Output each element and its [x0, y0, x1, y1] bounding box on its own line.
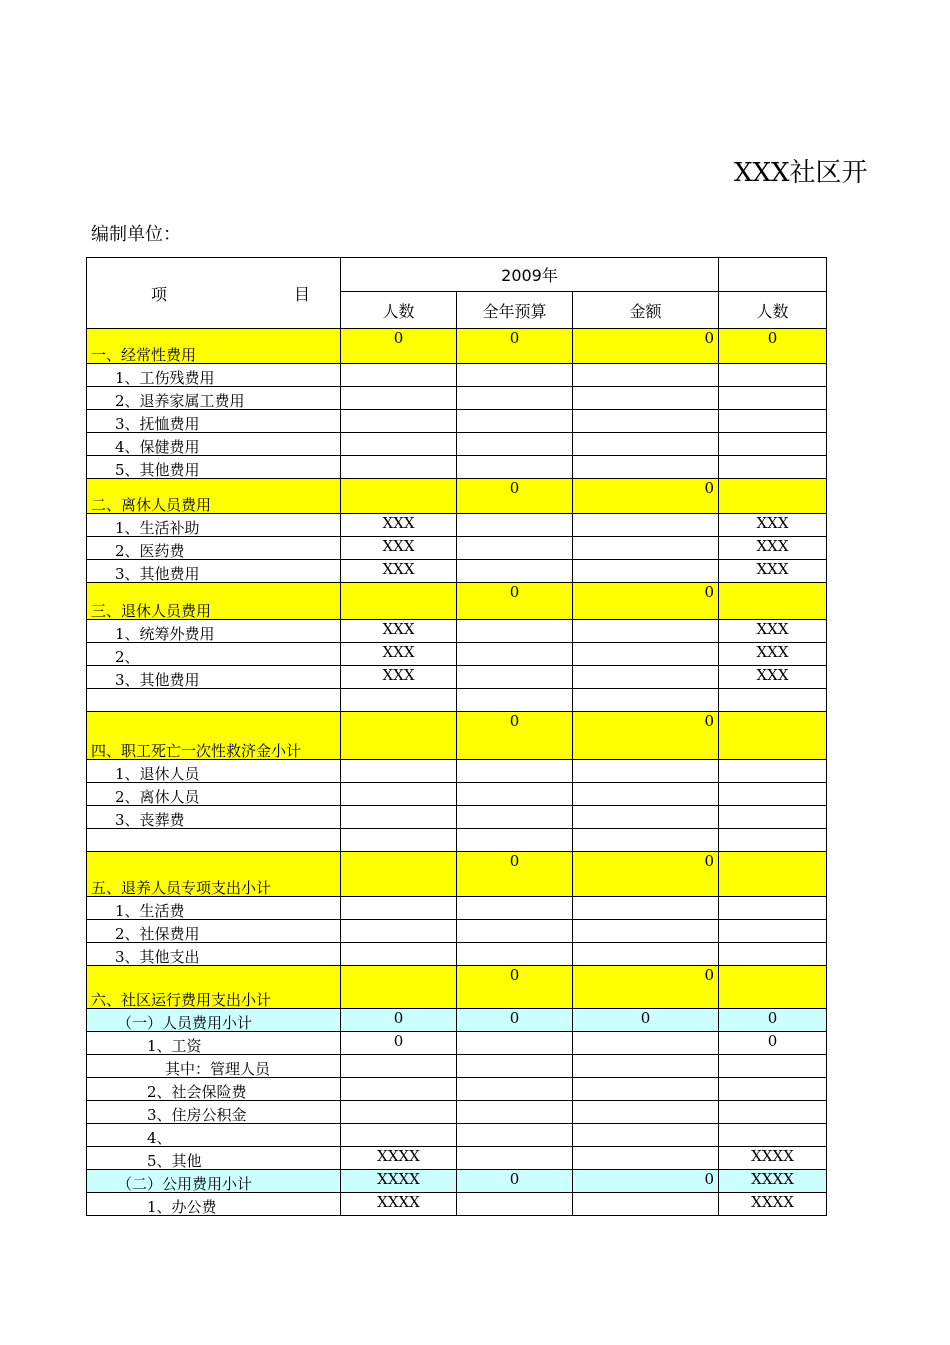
cell-people-2: XXX: [719, 666, 827, 689]
cell-people-2: XXX: [719, 514, 827, 537]
cell-amount: [573, 514, 719, 537]
cell-annual-budget: [457, 410, 573, 433]
cell-people-2: [719, 456, 827, 479]
table-row: [87, 1147, 827, 1170]
col-header-amount: 金额: [573, 292, 719, 329]
cell-people-2: XXX: [719, 537, 827, 560]
cell-people: XXXX: [341, 1147, 457, 1170]
table-row: [87, 1193, 827, 1216]
row-label: 1、工伤残费用: [87, 364, 341, 387]
cell-annual-budget: [457, 537, 573, 560]
cell-people: 0: [341, 329, 457, 364]
row-label: 5、其他: [87, 1147, 341, 1170]
table-row: [87, 643, 827, 666]
row-label: 2、离休人员: [87, 783, 341, 806]
cell-annual-budget: [457, 364, 573, 387]
cell-people-2: [719, 1055, 827, 1078]
row-label: 1、工资: [87, 1032, 341, 1055]
table-row: [87, 560, 827, 583]
cell-amount: [573, 387, 719, 410]
cell-people: [341, 1124, 457, 1147]
cell-people-2: [719, 410, 827, 433]
table-row: [87, 410, 827, 433]
cell-people-2: XXXX: [719, 1147, 827, 1170]
cell-annual-budget: [457, 689, 573, 712]
cell-amount: [573, 1055, 719, 1078]
cell-amount: 0: [573, 329, 719, 364]
cell-people-2: XXX: [719, 620, 827, 643]
cell-annual-budget: [457, 643, 573, 666]
cell-people-2: [719, 433, 827, 456]
table-row: [87, 329, 827, 364]
cell-annual-budget: [457, 560, 573, 583]
item-header-part-2: 目: [293, 284, 310, 304]
cell-people: [341, 966, 457, 1009]
cell-people: [341, 1101, 457, 1124]
cell-people: XXX: [341, 643, 457, 666]
cell-people-2: XXXX: [719, 1170, 827, 1193]
cell-people-2: [719, 852, 827, 897]
row-label: 其中：管理人员: [87, 1055, 341, 1078]
cell-people: [341, 943, 457, 966]
row-label: 2、社保费用: [87, 920, 341, 943]
cell-people: [341, 1055, 457, 1078]
cell-amount: [573, 1078, 719, 1101]
header-row-year: [87, 258, 827, 292]
budget-table-body: [87, 258, 827, 1216]
cell-amount: [573, 897, 719, 920]
cell-people: [341, 583, 457, 620]
table-row: [87, 783, 827, 806]
cell-annual-budget: [457, 620, 573, 643]
cell-amount: [573, 783, 719, 806]
cell-people: [341, 689, 457, 712]
cell-people-2: 0: [719, 1009, 827, 1032]
row-label: 3、其他费用: [87, 560, 341, 583]
cell-people: [341, 1078, 457, 1101]
cell-amount: 0: [573, 479, 719, 514]
cell-people-2: XXXX: [719, 1193, 827, 1216]
cell-people: [341, 712, 457, 760]
row-label: 一、经常性费用: [87, 329, 341, 364]
cell-people-2: [719, 479, 827, 514]
cell-people-2: [719, 1101, 827, 1124]
cell-people-2: [719, 943, 827, 966]
cell-annual-budget: [457, 1078, 573, 1101]
row-label: 5、其他费用: [87, 456, 341, 479]
row-label: 四、职工死亡一次性救济金小计: [87, 712, 341, 760]
cell-people-2: [719, 712, 827, 760]
table-row: [87, 1032, 827, 1055]
cell-amount: 0: [573, 1170, 719, 1193]
cell-annual-budget: [457, 666, 573, 689]
row-label: 三、退休人员费用: [87, 583, 341, 620]
table-row: [87, 537, 827, 560]
cell-people: XXX: [341, 666, 457, 689]
cell-amount: 0: [573, 583, 719, 620]
cell-amount: [573, 1124, 719, 1147]
cell-people: XXX: [341, 537, 457, 560]
table-row: [87, 806, 827, 829]
cell-amount: [573, 666, 719, 689]
row-label: [87, 689, 341, 712]
cell-people-2: XXX: [719, 643, 827, 666]
cell-people-2: 0: [719, 329, 827, 364]
cell-annual-budget: [457, 433, 573, 456]
cell-people-2: [719, 897, 827, 920]
cell-amount: [573, 806, 719, 829]
cell-people: [341, 433, 457, 456]
page-title: XXX社区开: [734, 158, 868, 188]
cell-annual-budget: 0: [457, 1170, 573, 1193]
cell-people-2: XXX: [719, 560, 827, 583]
cell-amount: 0: [573, 852, 719, 897]
cell-amount: [573, 1101, 719, 1124]
row-label: 3、其他支出: [87, 943, 341, 966]
cell-people-2: [719, 1078, 827, 1101]
row-label: 2、: [87, 643, 341, 666]
cell-amount: [573, 760, 719, 783]
cell-annual-budget: [457, 829, 573, 852]
cell-amount: [573, 643, 719, 666]
table-row: [87, 920, 827, 943]
cell-amount: [573, 620, 719, 643]
cell-people: [341, 920, 457, 943]
row-label: [87, 829, 341, 852]
cell-amount: [573, 456, 719, 479]
cell-amount: [573, 920, 719, 943]
cell-people: [341, 410, 457, 433]
row-label: 二、离休人员费用: [87, 479, 341, 514]
row-label: 1、办公费: [87, 1193, 341, 1216]
cell-annual-budget: [457, 1193, 573, 1216]
row-label: 1、统筹外费用: [87, 620, 341, 643]
table-row: [87, 387, 827, 410]
cell-annual-budget: 0: [457, 1009, 573, 1032]
cell-annual-budget: [457, 943, 573, 966]
cell-people: [341, 897, 457, 920]
cell-people-2: [719, 689, 827, 712]
cell-annual-budget: [457, 1147, 573, 1170]
cell-people: XXXX: [341, 1193, 457, 1216]
cell-annual-budget: [457, 783, 573, 806]
cell-annual-budget: [457, 1101, 573, 1124]
cell-people: XXX: [341, 560, 457, 583]
col-header-people-2: 人数: [719, 292, 827, 329]
cell-people-2: [719, 829, 827, 852]
cell-amount: 0: [573, 966, 719, 1009]
table-row: [87, 1124, 827, 1147]
table-row: [87, 852, 827, 897]
year-header: 2009年: [341, 258, 719, 292]
cell-annual-budget: [457, 1124, 573, 1147]
cell-people-2: [719, 806, 827, 829]
cell-people: [341, 829, 457, 852]
table-row: [87, 1055, 827, 1078]
cell-annual-budget: [457, 760, 573, 783]
table-row: [87, 689, 827, 712]
cell-people-2: [719, 920, 827, 943]
table-row: [87, 966, 827, 1009]
table-row: [87, 479, 827, 514]
cell-annual-budget: 0: [457, 583, 573, 620]
cell-annual-budget: 0: [457, 966, 573, 1009]
cell-annual-budget: [457, 1055, 573, 1078]
table-row: [87, 897, 827, 920]
col-header-people: 人数: [341, 292, 457, 329]
unit-label: 编制单位：: [91, 224, 181, 245]
cell-people-2: [719, 387, 827, 410]
table-row: [87, 829, 827, 852]
cell-people: [341, 806, 457, 829]
cell-people: XXXX: [341, 1170, 457, 1193]
cell-annual-budget: 0: [457, 479, 573, 514]
cell-people-2: [719, 760, 827, 783]
cell-people-2: [719, 364, 827, 387]
cell-amount: [573, 829, 719, 852]
row-label: 3、丧葬费: [87, 806, 341, 829]
cell-people: XXX: [341, 620, 457, 643]
cell-annual-budget: [457, 897, 573, 920]
cell-annual-budget: [457, 514, 573, 537]
table-row: [87, 943, 827, 966]
table-row: [87, 620, 827, 643]
cell-amount: 0: [573, 712, 719, 760]
col-header-annual-budget: 全年预算: [457, 292, 573, 329]
cell-annual-budget: [457, 920, 573, 943]
cell-annual-budget: [457, 387, 573, 410]
cell-people-2: [719, 1124, 827, 1147]
row-label: 2、社会保险费: [87, 1078, 341, 1101]
cell-amount: [573, 364, 719, 387]
cell-amount: [573, 537, 719, 560]
row-label: 4、: [87, 1124, 341, 1147]
cell-amount: [573, 560, 719, 583]
row-label: 1、生活补助: [87, 514, 341, 537]
item-header-part-1: 项: [151, 284, 168, 304]
row-label: 六、社区运行费用支出小计: [87, 966, 341, 1009]
item-header: [87, 258, 341, 329]
cell-annual-budget: 0: [457, 712, 573, 760]
cell-amount: 0: [573, 1009, 719, 1032]
row-label: 1、退休人员: [87, 760, 341, 783]
cell-annual-budget: [457, 1032, 573, 1055]
cell-people: [341, 387, 457, 410]
cell-amount: [573, 1147, 719, 1170]
cell-people: XXX: [341, 514, 457, 537]
cell-people: [341, 852, 457, 897]
table-row: [87, 514, 827, 537]
cell-people: 0: [341, 1009, 457, 1032]
next-year-header: [719, 258, 827, 292]
budget-table: [86, 257, 827, 1216]
row-label: 3、抚恤费用: [87, 410, 341, 433]
cell-annual-budget: 0: [457, 852, 573, 897]
cell-amount: [573, 433, 719, 456]
cell-people: [341, 783, 457, 806]
cell-amount: [573, 943, 719, 966]
table-row: [87, 583, 827, 620]
table-row: [87, 666, 827, 689]
table-row: [87, 364, 827, 387]
row-label: 3、住房公积金: [87, 1101, 341, 1124]
cell-people: [341, 479, 457, 514]
table-row: [87, 1170, 827, 1193]
row-label: （二）公用费用小计: [87, 1170, 341, 1193]
cell-people: [341, 456, 457, 479]
table-row: [87, 712, 827, 760]
cell-people-2: [719, 583, 827, 620]
row-label: 2、退养家属工费用: [87, 387, 341, 410]
row-label: 4、保健费用: [87, 433, 341, 456]
cell-annual-budget: [457, 456, 573, 479]
cell-amount: [573, 689, 719, 712]
row-label: 五、退养人员专项支出小计: [87, 852, 341, 897]
cell-people: [341, 760, 457, 783]
table-row: [87, 433, 827, 456]
cell-people: 0: [341, 1032, 457, 1055]
table-row: [87, 760, 827, 783]
row-label: 1、生活费: [87, 897, 341, 920]
cell-people-2: [719, 966, 827, 1009]
cell-amount: [573, 1193, 719, 1216]
table-row: [87, 1078, 827, 1101]
cell-people-2: 0: [719, 1032, 827, 1055]
cell-people: [341, 364, 457, 387]
cell-annual-budget: [457, 806, 573, 829]
cell-people-2: [719, 783, 827, 806]
row-label: （一）人员费用小计: [87, 1009, 341, 1032]
table-row: [87, 1101, 827, 1124]
table-row: [87, 456, 827, 479]
cell-annual-budget: 0: [457, 329, 573, 364]
table-row: [87, 1009, 827, 1032]
row-label: 3、其他费用: [87, 666, 341, 689]
cell-amount: [573, 410, 719, 433]
cell-amount: [573, 1032, 719, 1055]
row-label: 2、医药费: [87, 537, 341, 560]
